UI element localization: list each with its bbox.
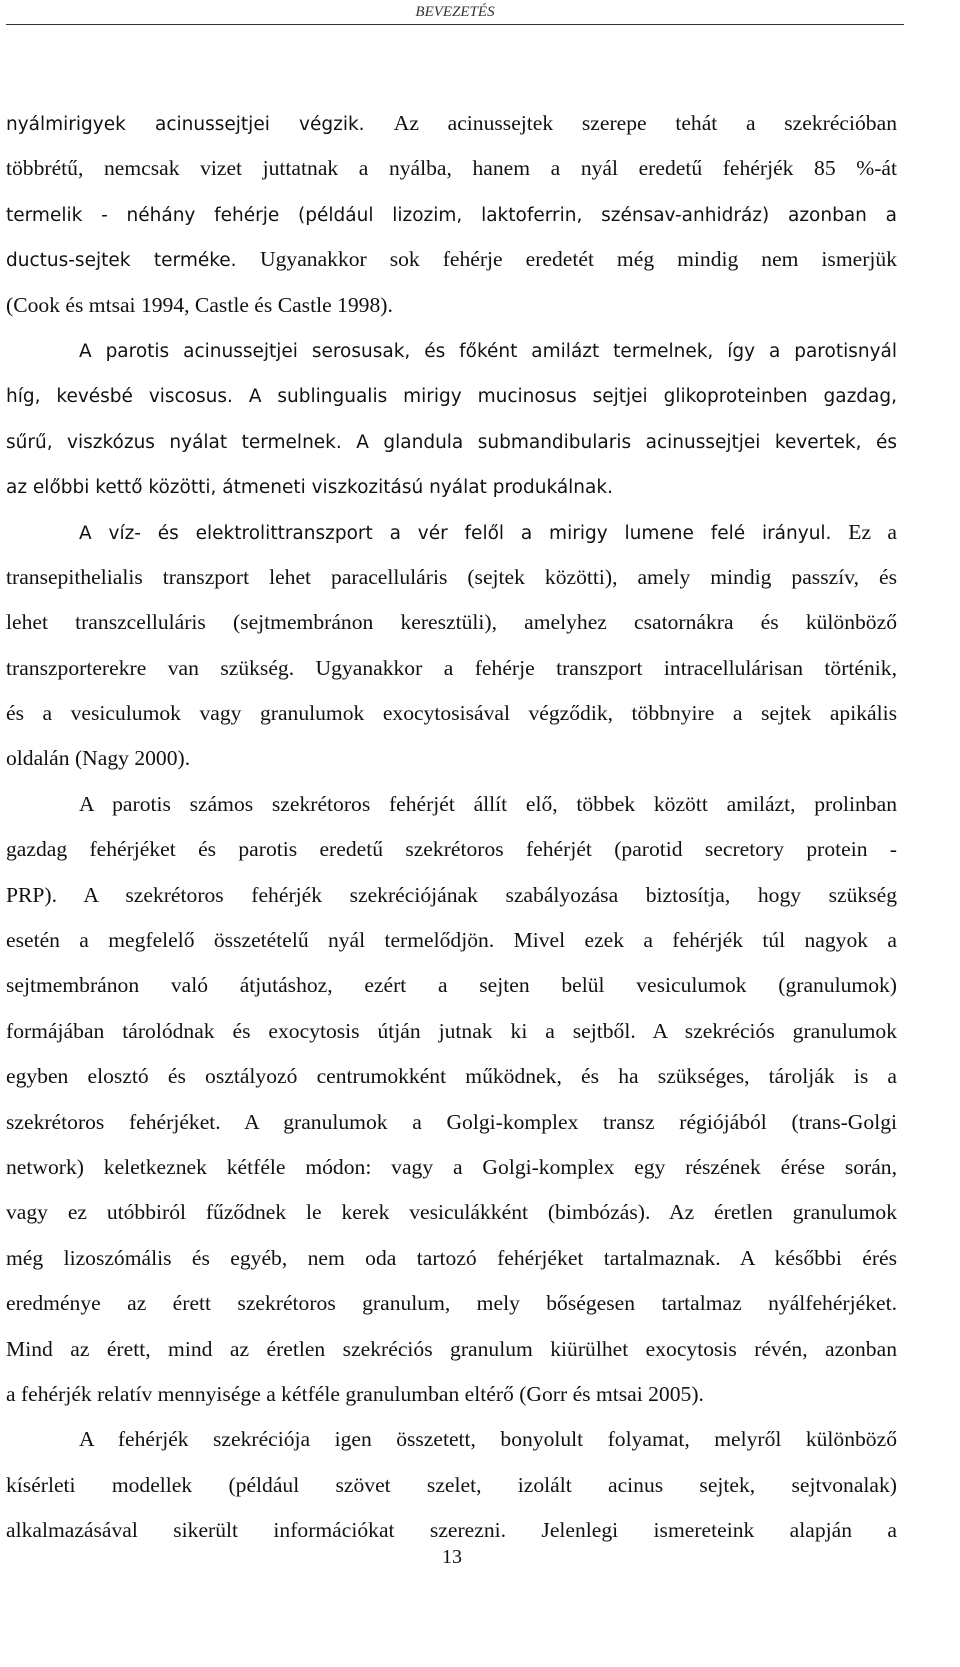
text-line xyxy=(6,283,897,328)
paragraph xyxy=(6,510,897,782)
text-segment: szekrétoros fehérjéket. xyxy=(6,1109,245,1134)
text-segment: formájában tárolódnak és exocytosis útján jutnak ki a sejtből. xyxy=(6,1018,653,1043)
text-segment: A későbbi érés xyxy=(739,1245,897,1270)
text-line xyxy=(6,1009,897,1054)
text-segment: Az éretlen granulumok xyxy=(669,1200,897,1225)
page-number: 13 xyxy=(442,1546,462,1568)
text-line xyxy=(6,691,897,736)
text-line xyxy=(6,101,897,146)
text-segment: A parotis acinussejtjei serosusak, és főként amilázt termelnek, így a parotisnyál xyxy=(79,340,897,362)
text-segment: Ugyanakkor a fehérje transzport intracellulárisan történik, xyxy=(315,655,897,680)
text-segment: sűrű, viszkózus nyálat termelnek. xyxy=(6,431,357,453)
text-line xyxy=(6,1145,897,1190)
text-line xyxy=(6,736,897,781)
text-segment: és a vesiculumok vagy granulumok exocytosisával végződik, többnyire a sejtek apikális xyxy=(6,701,897,726)
text-segment: eredménye az érett szekrétoros granulum, mely bőségesen tartalmaz nyálfehérjéket. xyxy=(6,1291,897,1316)
text-line xyxy=(6,510,897,555)
text-line xyxy=(6,464,897,509)
text-line xyxy=(6,1417,897,1462)
text-line xyxy=(6,873,897,918)
paragraph xyxy=(6,328,897,510)
text-line xyxy=(6,918,897,963)
text-line xyxy=(6,1281,897,1326)
paragraph xyxy=(6,101,897,328)
text-segment: network) keletkeznek kétféle módon: vagy a Golgi-komplex egy részének érése során, xyxy=(6,1154,897,1179)
text-segment: a fehérjék relatív mennyisége a kétféle granulumban eltérő (Gorr és mtsai 2005). xyxy=(6,1381,704,1406)
text-segment: termelik - néhány fehérje (például lizozim, laktoferrin, szénsav-anhidráz) azonban a xyxy=(6,204,897,226)
text-segment: nyálmirigyek acinussejtjei végzik. xyxy=(6,114,394,135)
text-line xyxy=(6,419,897,464)
text-segment: még lizoszómális és egyéb, nem oda tartozó fehérjéket tartalmaznak. xyxy=(6,1245,740,1270)
text-segment: kísérleti modellek (például szövet szelet, izolált acinus sejtek, sejtvonalak) xyxy=(6,1472,897,1497)
text-line xyxy=(6,373,897,418)
text-segment: A parotis számos szekrétoros fehérjét állít elő, többek között amilázt, prolinban xyxy=(79,791,897,816)
text-segment: transzporterekre van szükség. xyxy=(6,655,316,680)
text-segment: esetén a megfelelő összetételű nyál termelődjön. xyxy=(6,928,514,953)
text-segment: híg, kevésbé viscosus. xyxy=(6,386,249,408)
text-segment: egyben elosztó és osztályozó centrumokként működnek, és ha szükséges, tárolják is a xyxy=(6,1064,897,1089)
text-segment: oldalán (Nagy 2000). xyxy=(6,746,191,771)
text-line xyxy=(6,1190,897,1235)
text-line xyxy=(6,1236,897,1281)
text-segment: Az acinussejtek szerepe tehát a szekrécióban xyxy=(393,111,897,135)
text-line xyxy=(6,827,897,872)
paragraph xyxy=(6,1417,897,1553)
text-segment: transepithelialis transzport lehet paracelluláris (sejtek közötti), amely mindig passzív, és xyxy=(6,564,897,589)
text-line xyxy=(6,646,897,691)
text-segment: A víz- és elektrolittranszport a vér felől a mirigy lumene felé irányul. xyxy=(79,522,849,544)
text-segment: (Cook és mtsai 1994, Castle és Castle 1998). xyxy=(6,292,393,317)
text-line xyxy=(6,782,897,827)
text-line xyxy=(6,1100,897,1145)
text-line xyxy=(6,328,897,373)
text-segment: sejtmembránon való átjutáshoz, ezért a sejten belül vesiculumok (granulumok) xyxy=(6,973,897,998)
text-segment: Ez a xyxy=(848,519,897,544)
text-line xyxy=(6,600,897,645)
text-segment: vagy ez utóbbiról fűződnek le kerek vesiculákként (bimbózás). xyxy=(6,1200,670,1225)
text-line xyxy=(6,1372,897,1417)
text-segment: A fehérjék szekréciója igen összetett, bonyolult folyamat, melyről különböző xyxy=(79,1427,897,1452)
text-line xyxy=(6,555,897,600)
text-segment: alkalmazásával sikerült információkat szerezni. xyxy=(6,1518,542,1543)
text-segment: A szekréciós granulumok xyxy=(652,1018,897,1043)
text-segment: gazdag fehérjéket és parotis eredetű szekrétoros fehérjét (parotid secretory protein - xyxy=(6,837,897,862)
text-segment: Ugyanakkor sok fehérje eredetét még mindig nem ismerjük xyxy=(260,247,897,272)
paragraph xyxy=(6,782,897,1417)
text-segment: az előbbi kettő közötti, átmeneti viszkozitású nyálat produkálnak. xyxy=(6,477,613,499)
text-segment: Mivel ezek a fehérjék túl nagyok a xyxy=(513,928,897,953)
text-line xyxy=(6,192,897,237)
text-segment: Jelenlegi ismereteink alapján a xyxy=(541,1518,897,1543)
text-line xyxy=(6,146,897,191)
text-segment: Mind az érett, mind az éretlen szekréciós granulum kiürülhet exocytosis révén, azonban xyxy=(6,1336,897,1361)
text-segment: többrétű, nemcsak vizet juttatnak a nyálba, hanem a nyál eredetű fehérjék 85 %-át xyxy=(6,156,897,181)
text-line xyxy=(6,1054,897,1099)
text-line xyxy=(6,1327,897,1372)
running-header xyxy=(6,0,904,25)
text-segment: A sublingualis mirigy mucinosus sejtjei glikoproteinben gazdag, xyxy=(248,386,897,408)
text-segment: lehet transzcelluláris (sejtmembránon keresztüli), amelyhez csatornákra és különböző xyxy=(6,610,897,635)
text-segment: ductus-sejtek terméke. xyxy=(6,250,261,272)
text-segment: A granulumok a Golgi-komplex transz régiójából (trans-Golgi xyxy=(244,1109,897,1134)
page-body xyxy=(6,101,897,1554)
text-segment: A glandula submandibularis acinussejtjei kevertek, és xyxy=(356,431,897,453)
running-title: BEVEZETÉS xyxy=(415,4,495,20)
text-line xyxy=(6,1463,897,1508)
text-line xyxy=(6,237,897,282)
text-segment: PRP). A szekrétoros fehérjék szekréciójának szabályozása biztosítja, hogy szükség xyxy=(6,882,897,907)
text-line xyxy=(6,963,897,1008)
